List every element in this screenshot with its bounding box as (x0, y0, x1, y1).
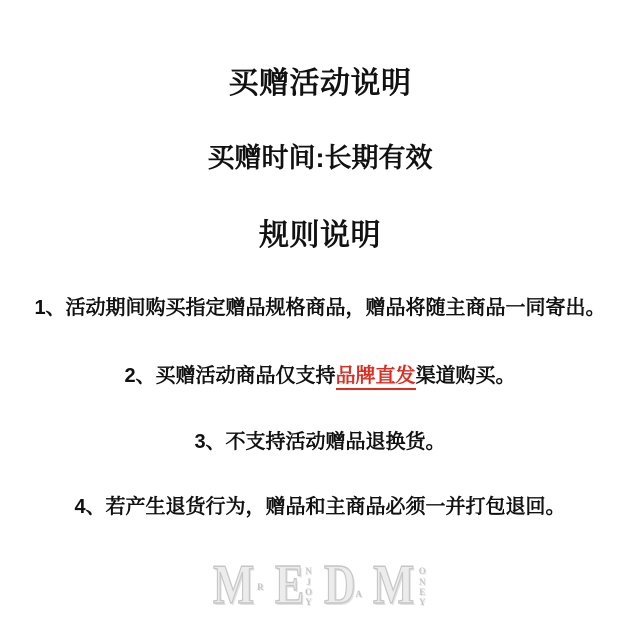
rule-item-1: 1、活动期间购买指定赠品规格商品，赠品将随主商品一同寄出。 (34, 297, 606, 320)
logo-letter-d: D (323, 554, 356, 617)
logo-group-e (274, 554, 313, 617)
rule-2-prefix: 2、买赠活动商品仅支持 (124, 365, 336, 388)
logo-letter-m2: M (372, 554, 415, 617)
logo-group-m2 (372, 554, 427, 617)
logo-letter-m1: M (213, 554, 255, 617)
logo-letter-a: A (355, 589, 362, 600)
logo-group-m1 (213, 554, 264, 617)
logo-letters-oney: ONEY (418, 566, 426, 608)
rule-2-suffix: 渠道购买。 (415, 365, 516, 388)
logo-letter-r: R (257, 582, 264, 593)
page-title: 买赠活动说明 (228, 67, 412, 100)
rule-item-4: 4、若产生退货行为，赠品和主商品必须一并打包退回。 (74, 496, 566, 519)
rules-section-title: 规则说明 (259, 219, 381, 253)
rule-item-2 (124, 362, 515, 390)
brand-direct-shipping-highlight: 品牌直发 (336, 365, 416, 390)
logo-letters-njoy: NJOY (304, 566, 312, 608)
logo-group-d (323, 554, 362, 617)
medm-brand-logo (213, 554, 427, 623)
logo-letter-e: E (274, 554, 304, 617)
promo-period-text: 买赠时间:长期有效 (207, 143, 433, 173)
rule-item-3: 3、不支持活动赠品退换货。 (194, 431, 446, 454)
